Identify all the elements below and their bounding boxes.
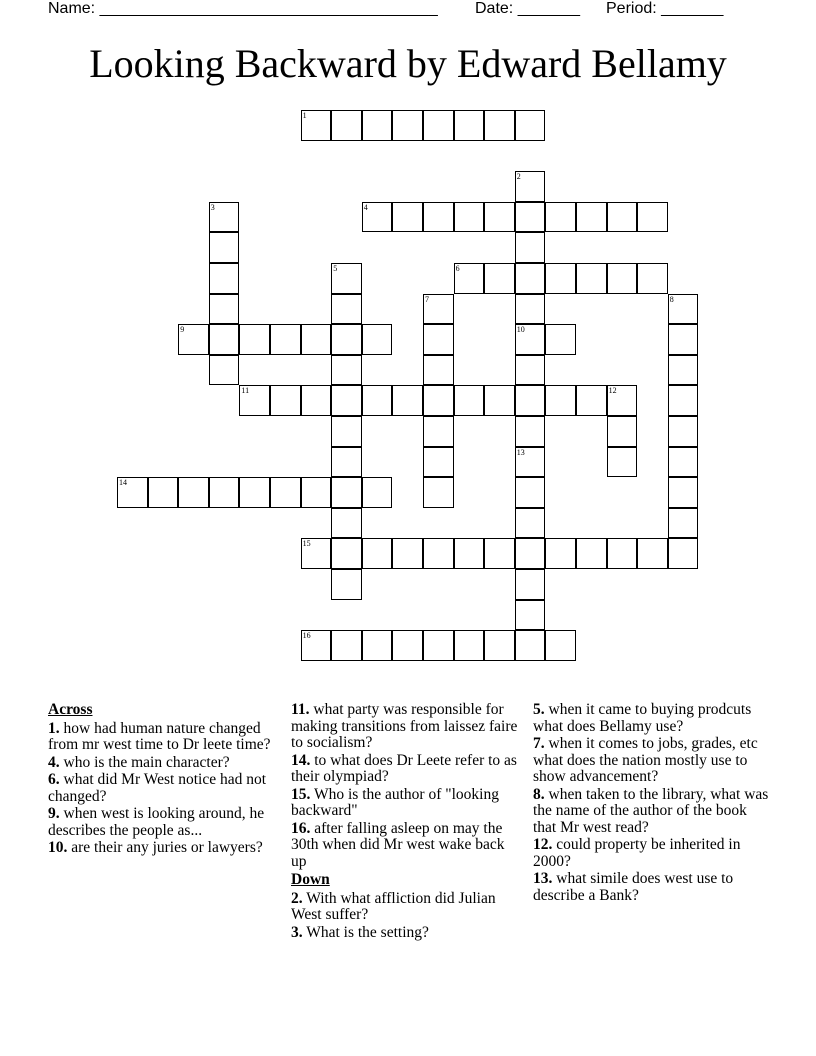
crossword-cell[interactable] <box>668 508 699 539</box>
clue-text: what simile does west use to describe a Bank? <box>533 870 734 904</box>
crossword-cell[interactable] <box>423 202 454 233</box>
crossword-cell[interactable] <box>270 477 301 508</box>
crossword-cell[interactable] <box>454 202 485 233</box>
clue-number: 15. <box>291 785 311 803</box>
crossword-cell[interactable] <box>362 630 393 661</box>
crossword-cell[interactable] <box>484 110 515 141</box>
crossword-cell[interactable] <box>668 355 699 386</box>
crossword-cell[interactable] <box>392 385 423 416</box>
crossword-cell[interactable] <box>545 324 576 355</box>
crossword-cell[interactable] <box>668 385 699 416</box>
clue-text: when taken to the library, what was the name of the author of the book that Mr west read? <box>533 785 769 836</box>
crossword-cell[interactable] <box>301 538 332 569</box>
clue-number: 16. <box>291 819 311 837</box>
clue-item <box>533 871 773 904</box>
crossword-cell[interactable] <box>515 202 546 233</box>
crossword-cell[interactable] <box>423 477 454 508</box>
clue-text: to what does Dr Leete refer to as their olympiad? <box>291 751 517 785</box>
crossword-cell[interactable] <box>148 477 179 508</box>
clue-text: when it came to buying prodcuts what does Bellamy use? <box>533 701 752 735</box>
crossword-cell[interactable] <box>331 324 362 355</box>
clue-text: how had human nature changed from mr west time to Dr leete time? <box>48 719 271 753</box>
crossword-cell[interactable] <box>331 630 362 661</box>
clue-number: 7. <box>533 735 545 752</box>
clue-number: 11 <box>241 386 250 396</box>
clue-text: What is the setting? <box>302 923 429 941</box>
clue-item <box>48 806 288 839</box>
clue-text: who is the main character? <box>59 753 230 771</box>
crossword-cell[interactable] <box>515 294 546 325</box>
clue-number: 15 <box>302 539 311 549</box>
crossword-cell[interactable] <box>484 385 515 416</box>
crossword-cell[interactable] <box>454 385 485 416</box>
clue-number: 2 <box>516 172 521 182</box>
crossword-cell[interactable] <box>668 416 699 447</box>
crossword-cell[interactable] <box>515 232 546 263</box>
clue-number: 6 <box>455 264 460 273</box>
crossword-cell[interactable] <box>117 477 148 508</box>
clue-text: Who is the author of "looking backward" <box>291 785 499 819</box>
crossword-cell[interactable] <box>423 538 454 569</box>
crossword-cell[interactable] <box>301 385 332 416</box>
crossword-cell[interactable] <box>331 538 362 569</box>
crossword-cell[interactable] <box>545 263 576 294</box>
crossword-cell[interactable] <box>607 538 638 569</box>
crossword-cell[interactable] <box>515 630 546 661</box>
crossword-cell[interactable] <box>668 324 699 355</box>
period-field[interactable]: Period: _______ <box>606 0 724 17</box>
clue-number: 16 <box>302 631 311 641</box>
crossword-cell[interactable] <box>209 355 240 386</box>
crossword-cell[interactable] <box>239 477 270 508</box>
crossword-cell[interactable] <box>423 324 454 355</box>
clue-item <box>533 837 773 870</box>
clue-number: 8. <box>533 785 545 803</box>
crossword-cell[interactable] <box>454 263 485 294</box>
crossword-cell[interactable] <box>515 538 546 569</box>
crossword-cell[interactable] <box>331 385 362 416</box>
clue-number: 4. <box>48 753 60 771</box>
crossword-cell[interactable] <box>515 508 546 539</box>
crossword-cell[interactable] <box>209 477 240 508</box>
clue-number: 12. <box>533 836 553 853</box>
crossword-cell[interactable] <box>209 324 240 355</box>
crossword-cell[interactable] <box>423 630 454 661</box>
crossword-cell[interactable] <box>331 477 362 508</box>
crossword-cell[interactable] <box>515 263 546 294</box>
crossword-cell[interactable] <box>668 447 699 478</box>
clue-number: 1 <box>302 111 307 120</box>
clue-text: With what affliction did Julian West suffer? <box>291 889 496 923</box>
crossword-cell[interactable] <box>545 385 576 416</box>
crossword-cell[interactable] <box>392 202 423 233</box>
crossword-cell[interactable] <box>484 630 515 661</box>
clue-item <box>291 891 523 924</box>
crossword-cell[interactable] <box>423 385 454 416</box>
crossword-cell[interactable] <box>423 416 454 447</box>
clue-number: 1. <box>48 719 60 737</box>
crossword-cell[interactable] <box>331 447 362 478</box>
clue-number: 3 <box>210 202 215 212</box>
clue-text: when it comes to jobs, grades, etc what does the nation mostly use to show advancement? <box>533 735 758 785</box>
crossword-cell[interactable] <box>331 569 362 600</box>
clue-number: 7 <box>425 294 429 304</box>
clue-item <box>48 721 288 754</box>
crossword-cell[interactable] <box>607 263 638 294</box>
clue-number: 14. <box>291 751 311 769</box>
crossword-cell[interactable] <box>331 110 362 141</box>
crossword-cell[interactable] <box>637 263 668 294</box>
clue-number: 13. <box>533 870 553 887</box>
crossword-cell[interactable] <box>362 385 393 416</box>
crossword-cell[interactable] <box>668 538 699 569</box>
clue-number: 5. <box>533 701 545 718</box>
clue-number: 4 <box>363 202 368 212</box>
crossword-cell[interactable] <box>209 263 240 294</box>
date-field[interactable]: Date: _______ <box>475 0 580 17</box>
crossword-cell[interactable] <box>178 324 209 355</box>
clue-column-1 <box>48 700 288 858</box>
clue-number: 3. <box>291 923 303 941</box>
crossword-cell[interactable] <box>515 355 546 386</box>
crossword-cell[interactable] <box>301 477 332 508</box>
clue-number: 6. <box>48 771 60 788</box>
crossword-cell[interactable] <box>362 538 393 569</box>
crossword-cell[interactable] <box>454 630 485 661</box>
crossword-cell[interactable] <box>362 324 393 355</box>
crossword-cell[interactable] <box>545 538 576 569</box>
crossword-cell[interactable] <box>576 538 607 569</box>
across-heading: Across <box>48 701 93 718</box>
crossword-cell[interactable] <box>331 355 362 386</box>
crossword-cell[interactable] <box>270 385 301 416</box>
crossword-cell[interactable] <box>454 538 485 569</box>
crossword-cell[interactable] <box>331 416 362 447</box>
clue-number: 10. <box>48 839 68 856</box>
crossword-cell[interactable] <box>484 202 515 233</box>
crossword-cell[interactable] <box>515 416 546 447</box>
crossword-cell[interactable] <box>454 110 485 141</box>
crossword-cell[interactable] <box>515 171 546 202</box>
crossword-cell[interactable] <box>423 447 454 478</box>
crossword-cell[interactable] <box>209 202 240 233</box>
crossword-cell[interactable] <box>392 630 423 661</box>
crossword-cell[interactable] <box>362 477 393 508</box>
crossword-cell[interactable] <box>607 447 638 478</box>
crossword-cell[interactable] <box>239 385 270 416</box>
clue-number: 8 <box>669 294 674 304</box>
clue-column-3 <box>533 702 773 905</box>
crossword-cell[interactable] <box>576 202 607 233</box>
crossword-cell[interactable] <box>392 538 423 569</box>
clue-number: 9. <box>48 805 60 822</box>
crossword-cell[interactable] <box>515 600 546 631</box>
clue-item <box>533 702 773 735</box>
crossword-cell[interactable] <box>515 324 546 355</box>
clue-number: 5 <box>333 264 338 273</box>
crossword-cell[interactable] <box>515 110 546 141</box>
clue-number: 2. <box>291 889 303 907</box>
crossword-cell[interactable] <box>515 447 546 478</box>
crossword-cell[interactable] <box>270 324 301 355</box>
crossword-cell[interactable] <box>484 538 515 569</box>
crossword-cell[interactable] <box>576 385 607 416</box>
clue-text: are their any juries or lawyers? <box>67 839 263 856</box>
crossword-cell[interactable] <box>331 294 362 325</box>
clue-item <box>48 772 288 805</box>
clue-item <box>48 840 288 857</box>
crossword-cell[interactable] <box>423 294 454 325</box>
crossword-cell[interactable] <box>423 110 454 141</box>
clue-list <box>0 700 816 1000</box>
name-field[interactable]: Name: ______________________________________ <box>48 0 438 17</box>
crossword-cell[interactable] <box>668 294 699 325</box>
clue-item <box>291 821 523 871</box>
crossword-cell[interactable] <box>178 477 209 508</box>
clue-number: 12 <box>608 386 617 396</box>
crossword-cell[interactable] <box>607 416 638 447</box>
crossword-cell[interactable] <box>545 202 576 233</box>
crossword-cell[interactable] <box>515 385 546 416</box>
clue-item <box>533 787 773 837</box>
crossword-cell[interactable] <box>301 630 332 661</box>
crossword-cell[interactable] <box>301 324 332 355</box>
crossword-cell[interactable] <box>484 263 515 294</box>
clue-item <box>291 925 523 942</box>
crossword-cell[interactable] <box>576 263 607 294</box>
crossword-cell[interactable] <box>607 385 638 416</box>
crossword-cell[interactable] <box>362 110 393 141</box>
down-heading: Down <box>291 871 330 888</box>
clue-column-2 <box>291 702 523 942</box>
crossword-cell[interactable] <box>668 477 699 508</box>
clue-item <box>291 753 523 786</box>
crossword-cell[interactable] <box>637 538 668 569</box>
clue-item <box>48 755 288 772</box>
clue-text: when west is looking around, he describes the people as... <box>48 805 265 839</box>
crossword-cell[interactable] <box>301 110 332 141</box>
clue-text: what party was responsible for making transitions from laissez faire to socialism? <box>291 701 518 751</box>
crossword-cell[interactable] <box>423 355 454 386</box>
clue-number: 9 <box>180 325 185 335</box>
crossword-cell[interactable] <box>209 232 240 263</box>
crossword-cell[interactable] <box>515 477 546 508</box>
clue-number: 10 <box>516 325 525 335</box>
clue-number: 13 <box>516 447 525 457</box>
crossword-cell[interactable] <box>239 324 270 355</box>
clue-item <box>533 736 773 786</box>
crossword-cell[interactable] <box>209 294 240 325</box>
crossword-cell[interactable] <box>362 202 393 233</box>
page-title: Looking Backward by Edward Bellamy <box>89 41 727 86</box>
crossword-cell[interactable] <box>545 630 576 661</box>
crossword-cell[interactable] <box>637 202 668 233</box>
clue-text: could property be inherited in 2000? <box>533 836 741 870</box>
crossword-cell[interactable] <box>515 569 546 600</box>
clue-item <box>291 787 523 820</box>
clue-text: after falling asleep on may the 30th when did Mr west wake back up <box>291 819 505 870</box>
clue-number: 14 <box>119 478 127 488</box>
crossword-cell[interactable] <box>392 110 423 141</box>
crossword-cell[interactable] <box>331 508 362 539</box>
clue-text: what did Mr West notice had not changed? <box>48 771 267 805</box>
crossword-cell[interactable] <box>607 202 638 233</box>
crossword-cell[interactable] <box>331 263 362 294</box>
clue-number: 11. <box>291 701 310 718</box>
clue-item <box>291 702 523 752</box>
